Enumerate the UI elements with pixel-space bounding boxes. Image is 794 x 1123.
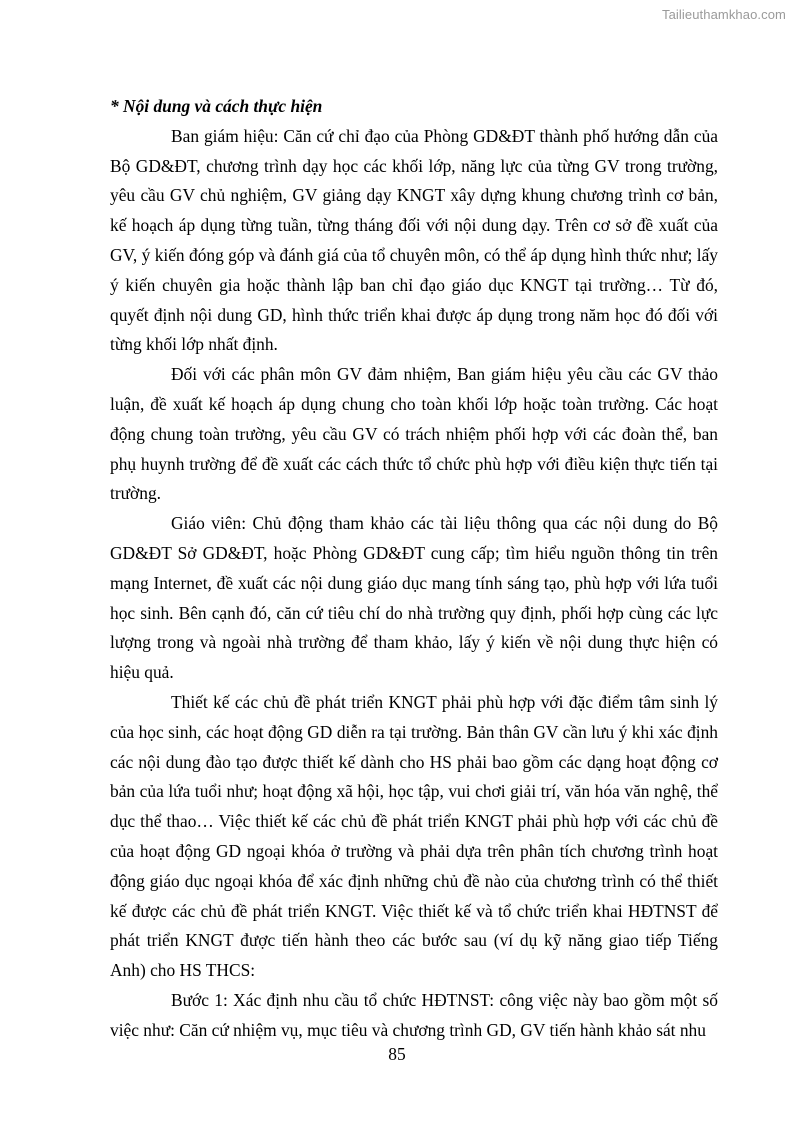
section-heading: * Nội dung và cách thực hiện xyxy=(110,96,323,116)
paragraph-buoc-1: Bước 1: Xác định nhu cầu tổ chức HĐTNST: công việc này bao gồm một số việc như: Căn cứ nhiệm vụ, mục tiêu và chương trình GD, GV tiến hành khảo sát nhu xyxy=(110,989,718,1040)
paragraph-ban-giam-hieu: Ban giám hiệu: Căn cứ chỉ đạo của Phòng GD&ĐT thành phố hướng dẫn của Bộ GD&ĐT, chương trình dạy học các khối lớp, năng lực của từng GV trong trường, yêu cầu GV chủ nghiệm, GV giảng dạy KNGT xây dựng khung chương trình cơ bản, kế hoạch áp dụng từng tuần, từng tháng đối với nội dung dạy. Trên cơ sở đề xuất của GV, ý kiến đóng góp và đánh giá của tổ chuyên môn, có thể áp dụng hình thức như; lấy ý kiến chuyên gia hoặc thành lập ban chỉ đạo giáo dục KNGT tại trường… Từ đó, quyết định nội dung GD, hình thức triển khai được áp dụng trong năm học đó đối với từng khối lớp nhất định. xyxy=(110,125,718,355)
paragraph-giao-vien: Giáo viên: Chủ động tham khảo các tài liệu thông qua các nội dung do Bộ GD&ĐT Sở GD&ĐT, hoặc Phòng GD&ĐT cung cấp; tìm hiểu nguồn thông tin trên mạng Internet, đề xuất các nội dung giáo dục mang tính sáng tạo, phù hợp với lứa tuổi học sinh. Bên cạnh đó, căn cứ tiêu chí do nhà trường quy định, phối hợp cùng các lực lượng trong và ngoài nhà trường để tham khảo, lấy ý kiến về nội dung thực hiện có hiệu quả. xyxy=(110,513,718,683)
paragraph-thiet-ke: Thiết kế các chủ đề phát triển KNGT phải phù hợp với đặc điểm tâm sinh lý của học sinh, các hoạt động GD diễn ra tại trường. Bản thân GV cần lưu ý khi xác định các nội dung đào tạo được thiết kế dành cho HS phải bao gồm các dạng hoạt động cơ bản của lứa tuổi như; hoạt động xã hội, học tập, vui chơi giải trí, văn hóa văn nghệ, thể dục thể thao… Việc thiết kế các chủ đề phát triển KNGT phải phù hợp với các chủ đề của hoạt động GD ngoại khóa ở trường và phải dựa trên phân tích chương trình hoạt động giáo dục ngoại khóa để xác định những chủ đề nào của chương trình có thể thiết kế được các chủ đề phát triển KNGT. Việc thiết kế và tổ chức triển khai HĐTNST để phát triển KNGT được tiến hành theo các bước sau (ví dụ kỹ năng giao tiếp Tiếng Anh) cho HS THCS: xyxy=(110,691,718,981)
page-number: 85 xyxy=(388,1044,406,1064)
document-body xyxy=(110,92,718,1046)
paragraph-phan-mon: Đối với các phân môn GV đảm nhiệm, Ban giám hiệu yêu cầu các GV thảo luận, đề xuất kế hoạch áp dụng chung cho toàn khối lớp hoặc toàn trường. Các hoạt động chung toàn trường, yêu cầu GV có trách nhiệm phối hợp với các đoàn thể, ban phụ huynh trường để đề xuất các cách thức tổ chức phù hợp với điều kiện thực tiến tại trường. xyxy=(110,364,718,504)
watermark: Tailieuthamkhao.com xyxy=(661,7,786,22)
